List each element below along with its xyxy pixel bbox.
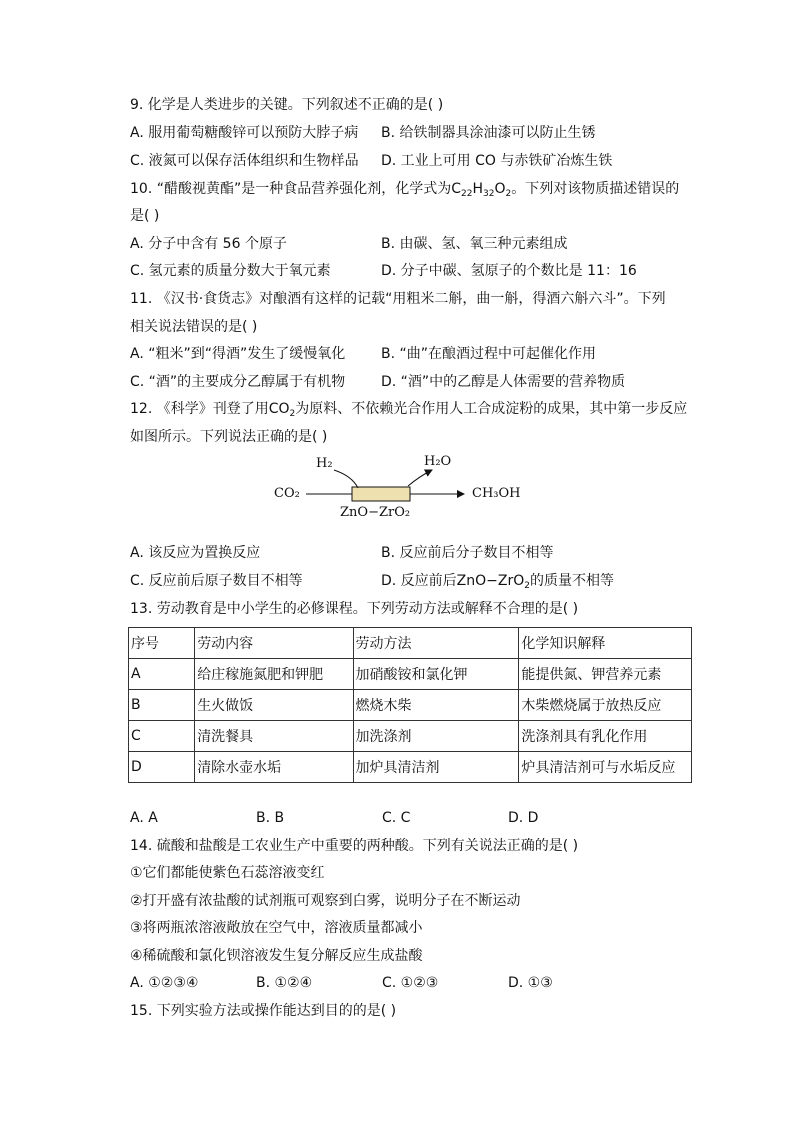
q9-option-c[interactable]: C. 液氮可以保存活体组织和生物样品 bbox=[130, 153, 359, 169]
q11-option-c[interactable]: C. “酒”的主要成分乙醇属于有机物 bbox=[130, 374, 346, 390]
q14-option-b[interactable]: B. ①②④ bbox=[256, 975, 313, 991]
q11-stem: 11. 《汉书·食货志》对酿酒有这样的记载“用粗米二斛，曲一斛，得酒六斛六斗”。下列 bbox=[130, 291, 666, 307]
table-cell: 劳动内容 bbox=[195, 628, 353, 659]
q11-option-d[interactable]: D. “酒”中的乙醇是人体需要的营养物质 bbox=[381, 374, 626, 390]
table-header-row bbox=[129, 628, 692, 659]
q14-statement-1: ①它们都能使紫色石蕊溶液变红 bbox=[130, 865, 325, 881]
table-row bbox=[129, 752, 692, 783]
q10-option-a[interactable]: A. 分子中含有 56 个原子 bbox=[130, 236, 287, 252]
methanol-label: CH₃OH bbox=[472, 486, 521, 501]
q14-statement-2: ②打开盛有浓盐酸的试剂瓶可观察到白雾，说明分子在不断运动 bbox=[130, 893, 521, 909]
q14-stem: 14. 硫酸和盐酸是工农业生产中重要的两种酸。下列有关说法正确的是( ) bbox=[130, 838, 579, 854]
table-row bbox=[129, 659, 692, 690]
q13-option-d[interactable]: D. D bbox=[508, 810, 539, 826]
catalyst-box bbox=[352, 487, 410, 501]
table-cell: 炉具清洁剂可与水垢反应 bbox=[519, 752, 692, 783]
q13-option-a[interactable]: A. A bbox=[130, 810, 158, 826]
q11-option-b[interactable]: B. “曲”在酿酒过程中可起催化作用 bbox=[381, 346, 597, 362]
h2-in-curve bbox=[334, 470, 358, 488]
q9-stem: 9. 化学是人类进步的关键。下列叙述不正确的是( ) bbox=[130, 97, 444, 113]
h2-label: H₂ bbox=[316, 456, 333, 471]
catalyst-label: ZnO−ZrO₂ bbox=[340, 505, 411, 520]
q10-option-b[interactable]: B. 由碳、氢、氧三种元素组成 bbox=[381, 236, 568, 252]
q11-option-a[interactable]: A. “粗米”到“得酒”发生了缓慢氧化 bbox=[130, 346, 346, 362]
q12-stem: 12. 《科学》刊登了用$CO_2$为原料、不依赖光合作用人工合成淀粉的成果，其中第一步反应 bbox=[130, 401, 688, 419]
table-cell: A bbox=[129, 659, 195, 690]
q13-option-b[interactable]: B. B bbox=[256, 810, 285, 826]
table-cell: 清除水壶水垢 bbox=[195, 752, 353, 783]
q13-stem: 13. 劳动教育是中小学生的必修课程。下列劳动方法或解释不合理的是( ) bbox=[130, 601, 579, 617]
table-cell: 给庄稼施氮肥和钾肥 bbox=[195, 659, 353, 690]
q14-option-a[interactable]: A. ①②③④ bbox=[130, 975, 199, 991]
q15-stem: 15. 下列实验方法或操作能达到目的的是( ) bbox=[130, 1003, 397, 1019]
q14-option-d[interactable]: D. ①③ bbox=[508, 975, 553, 991]
q10-option-c[interactable]: C. 氢元素的质量分数大于氧元素 bbox=[130, 263, 331, 279]
q14-option-c[interactable]: C. ①②③ bbox=[382, 975, 439, 991]
table-cell: 劳动方法 bbox=[353, 628, 519, 659]
q14-statement-3: ③将两瓶浓溶液敞放在空气中，溶液质量都减小 bbox=[130, 920, 423, 936]
h2o-out-arrow bbox=[408, 470, 432, 486]
reaction-diagram bbox=[268, 450, 528, 526]
co2-label: CO₂ bbox=[274, 486, 300, 501]
table-cell: 木柴燃烧属于放热反应 bbox=[519, 690, 692, 721]
table-row bbox=[129, 690, 692, 721]
q12-option-b[interactable]: B. 反应前后分子数目不相等 bbox=[381, 545, 554, 561]
q13-option-c[interactable]: C. C bbox=[382, 810, 411, 826]
table-cell: 加炉具清洁剂 bbox=[353, 752, 519, 783]
table-cell: 能提供氮、钾营养元素 bbox=[519, 659, 692, 690]
q9-option-b[interactable]: B. 给铁制器具涂油漆可以防止生锈 bbox=[381, 125, 596, 141]
q11-stem-continued: 相关说法错误的是( ) bbox=[130, 319, 258, 335]
q14-statement-4: ④稀硫酸和氯化钡溶液发生复分解反应生成盐酸 bbox=[130, 948, 423, 964]
q12-stem-continued: 如图所示。下列说法正确的是( ) bbox=[130, 429, 328, 445]
table-cell: 序号 bbox=[129, 628, 195, 659]
table-cell: B bbox=[129, 690, 195, 721]
q12-option-c[interactable]: C. 反应前后原子数目不相等 bbox=[130, 573, 303, 589]
table-cell: 加硝酸铵和氯化钾 bbox=[353, 659, 519, 690]
q9-option-a[interactable]: A. 服用葡萄糖酸锌可以预防大脖子病 bbox=[130, 125, 359, 141]
table-cell: 洗涤剂具有乳化作用 bbox=[519, 721, 692, 752]
table-cell: 化学知识解释 bbox=[519, 628, 692, 659]
q12-option-d[interactable]: D. 反应前后ZnO−ZrO$_2$的质量不相等 bbox=[381, 573, 614, 591]
table-cell: 燃烧木柴 bbox=[353, 690, 519, 721]
labor-table bbox=[128, 627, 692, 783]
q12-option-a[interactable]: A. 该反应为置换反应 bbox=[130, 545, 261, 561]
table-cell: 清洗餐具 bbox=[195, 721, 353, 752]
table-cell: 加洗涤剂 bbox=[353, 721, 519, 752]
q10-stem: 10. “醋酸视黄酯”是一种食品营养强化剂，化学式为$C_{22}H_{32}O_2$。下列对该物质描述错误的 bbox=[130, 181, 680, 199]
table-cell: D bbox=[129, 752, 195, 783]
table-cell: C bbox=[129, 721, 195, 752]
table-row bbox=[129, 721, 692, 752]
q9-option-d[interactable]: D. 工业上可用 CO 与赤铁矿冶炼生铁 bbox=[381, 153, 613, 169]
h2o-label: H₂O bbox=[424, 454, 452, 469]
q10-stem-continued: 是( ) bbox=[130, 208, 160, 224]
q10-option-d[interactable]: D. 分子中碳、氢原子的个数比是 11：16 bbox=[381, 263, 637, 279]
table-cell: 生火做饭 bbox=[195, 690, 353, 721]
